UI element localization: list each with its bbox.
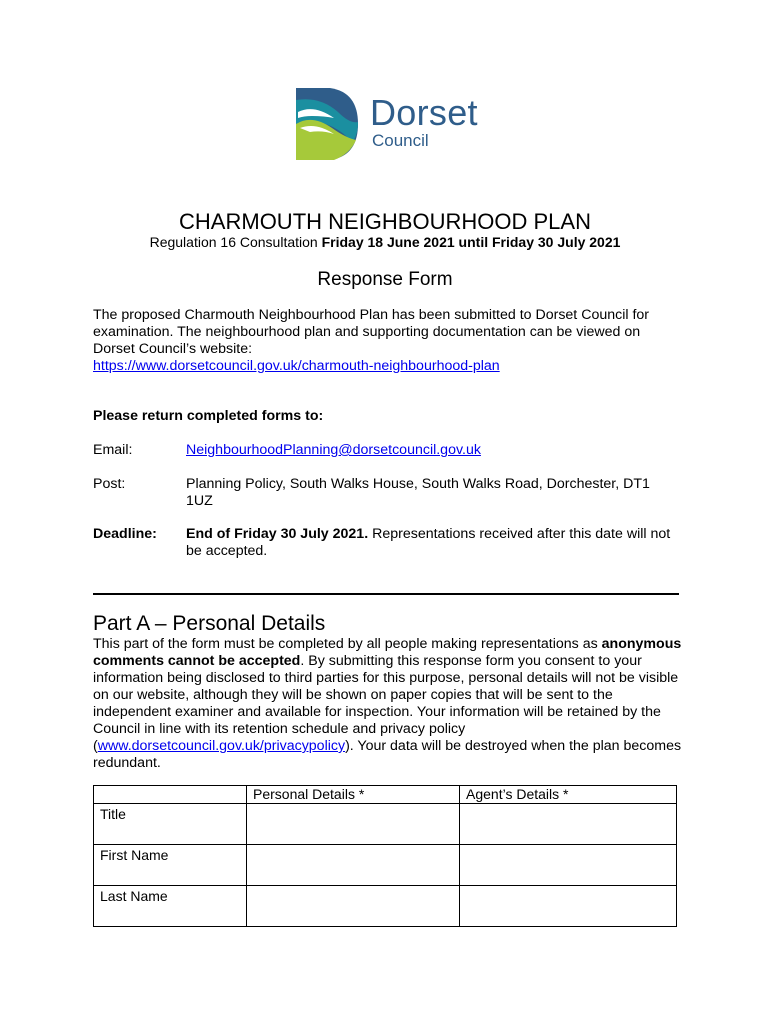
post-label: Post: [93, 476, 126, 492]
table-row [94, 804, 677, 845]
part-a-heading: Part A – Personal Details [93, 612, 326, 635]
agent-last-name-field[interactable] [460, 886, 677, 927]
deadline-date: End of Friday 30 July 2021. [186, 526, 369, 542]
plan-website-link[interactable]: https://www.dorsetcouncil.gov.uk/charmouth-neighbourhood-plan [93, 358, 500, 374]
dorset-council-logo [294, 86, 484, 162]
email-label: Email: [93, 442, 133, 458]
intro-text: The proposed Charmouth Neighbourhood Plan has been submitted to Dorset Council for examination. The neighbourhood plan and supporting documentation can be viewed on Dorset Council’s website: [93, 307, 650, 357]
part-a-paragraph [93, 636, 683, 772]
subtitle-dates: Friday 18 June 2021 until Friday 30 July 2021 [321, 234, 621, 250]
table-header-personal: Personal Details * [247, 786, 460, 804]
agent-title-field[interactable] [460, 804, 677, 845]
post-address: Planning Policy, South Walks House, South Walks Road, Dorchester, DT1 1UZ [186, 476, 650, 509]
personal-first-name-field[interactable] [247, 845, 460, 886]
subtitle-prefix: Regulation 16 Consultation [149, 234, 322, 250]
row-label-first-name: First Name [94, 845, 247, 886]
personal-title-field[interactable] [247, 804, 460, 845]
document-title: CHARMOUTH NEIGHBOURHOOD PLAN [179, 209, 591, 234]
table-header-row [94, 786, 677, 804]
privacy-policy-link[interactable]: www.dorsetcouncil.gov.uk/privacypolicy [97, 738, 346, 754]
row-label-title: Title [94, 804, 247, 845]
logo-word-dorset: Dorset [370, 92, 478, 133]
deadline-note: Representations received after this date will not be accepted. [186, 526, 671, 559]
deadline-label: Deadline: [93, 526, 157, 542]
form-title: Response Form [317, 269, 453, 290]
dorset-logo-mark-icon [294, 86, 360, 162]
personal-last-name-field[interactable] [247, 886, 460, 927]
logo-word-council: Council [372, 131, 429, 150]
table-row [94, 845, 677, 886]
consultation-dates [0, 234, 770, 250]
section-divider [93, 593, 679, 595]
email-link[interactable]: NeighbourhoodPlanning@dorsetcouncil.gov.uk [186, 442, 481, 458]
personal-details-table [93, 785, 677, 927]
intro-paragraph [93, 307, 683, 375]
part-a-bold: anonymous comments cannot be accepted [93, 636, 682, 669]
deadline-value [186, 526, 676, 560]
return-heading: Please return completed forms to: [93, 408, 324, 424]
row-label-last-name: Last Name [94, 886, 247, 927]
email-value [186, 442, 686, 459]
table-header-blank [94, 786, 247, 804]
agent-first-name-field[interactable] [460, 845, 677, 886]
table-row [94, 886, 677, 927]
table-header-agent: Agent’s Details * [460, 786, 677, 804]
part-a-text-1: This part of the form must be completed by all people making representations as [93, 636, 602, 652]
part-a-text-3: ). Your data will be destroyed when the plan becomes redundant. [93, 738, 682, 771]
part-a-text-2: . By submitting this response form you consent to your information being disclosed to third parties for this purpose, personal details will not be visible on our website, although they will be shown on paper copies that will be sent to the independent examiner and available for inspection. Your information will be retained by the Council in line with its retention schedule and privacy policy ( [93, 653, 679, 754]
